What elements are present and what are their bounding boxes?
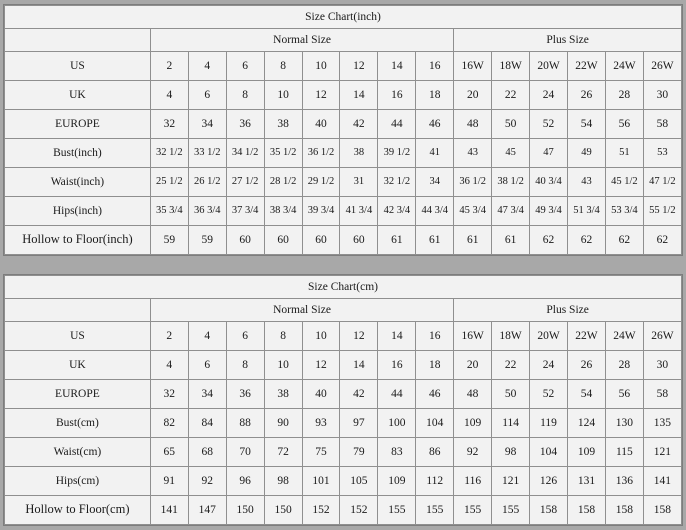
table-row [5, 496, 682, 525]
cell: 60 [264, 226, 302, 255]
cell: 38 3/4 [264, 197, 302, 226]
row-label-us: US [5, 322, 151, 351]
cell: 136 [605, 467, 643, 496]
cell: 59 [150, 226, 188, 255]
cell: 44 [378, 110, 416, 139]
group-header-normal: Normal Size [150, 29, 453, 52]
cell: 92 [454, 438, 492, 467]
cell: 49 3/4 [530, 197, 568, 226]
cell: 109 [378, 467, 416, 496]
cell: 131 [567, 467, 605, 496]
cell: 28 [605, 81, 643, 110]
cell: 25 1/2 [150, 168, 188, 197]
cell: 114 [492, 409, 530, 438]
cell: 84 [188, 409, 226, 438]
group-header-plus: Plus Size [454, 29, 682, 52]
table-row [5, 110, 682, 139]
cell: 86 [416, 438, 454, 467]
cell: 26W [643, 322, 681, 351]
cell: 126 [530, 467, 568, 496]
cell: 130 [605, 409, 643, 438]
table-row-groups [5, 29, 682, 52]
cell: 34 [188, 110, 226, 139]
cell: 18 [416, 351, 454, 380]
cell: 6 [188, 81, 226, 110]
cell: 60 [340, 226, 378, 255]
table-row-title [5, 276, 682, 299]
cell: 8 [226, 351, 264, 380]
row-label-bust: Bust(cm) [5, 409, 151, 438]
cell: 82 [150, 409, 188, 438]
cell: 109 [567, 438, 605, 467]
cell: 158 [530, 496, 568, 525]
cell: 112 [416, 467, 454, 496]
row-label-waist: Waist(cm) [5, 438, 151, 467]
cell: 96 [226, 467, 264, 496]
cell: 24 [530, 81, 568, 110]
cell: 54 [568, 110, 606, 139]
group-header-plus: Plus Size [454, 299, 682, 322]
cell: 16 [416, 322, 454, 351]
cell: 101 [302, 467, 340, 496]
cell: 22 [492, 81, 530, 110]
cell: 158 [567, 496, 605, 525]
table-row-groups [5, 299, 682, 322]
cell: 90 [264, 409, 302, 438]
cell: 116 [454, 467, 492, 496]
cell: 26 1/2 [188, 168, 226, 197]
cell: 48 [454, 110, 492, 139]
cell: 18W [492, 52, 530, 81]
cell: 20W [530, 52, 568, 81]
cell: 72 [264, 438, 302, 467]
cell: 26W [643, 52, 681, 81]
cell: 49 [568, 139, 606, 168]
cell: 41 3/4 [340, 197, 378, 226]
cell: 51 3/4 [568, 197, 606, 226]
cell: 98 [264, 467, 302, 496]
table-row [5, 168, 682, 197]
chart-title: Size Chart(inch) [5, 6, 682, 29]
cell: 40 [302, 110, 340, 139]
row-label-hollow-to-floor: Hollow to Floor(inch) [5, 226, 151, 255]
cell: 60 [302, 226, 340, 255]
size-chart-inch-table [4, 5, 682, 255]
table-row [5, 81, 682, 110]
cell: 46 [416, 380, 454, 409]
cell: 43 [454, 139, 492, 168]
row-label-hips: Hips(inch) [5, 197, 151, 226]
corner-blank-cell [5, 29, 151, 52]
size-chart-cm [3, 274, 683, 526]
cell: 58 [643, 110, 681, 139]
cell: 53 [643, 139, 681, 168]
cell: 155 [378, 496, 416, 525]
cell: 14 [340, 351, 378, 380]
row-label-europe: EUROPE [5, 110, 151, 139]
cell: 26 [568, 81, 606, 110]
cell: 50 [492, 380, 530, 409]
cell: 61 [416, 226, 454, 255]
cell: 22 [492, 351, 530, 380]
cell: 12 [302, 351, 340, 380]
cell: 14 [378, 322, 416, 351]
cell: 4 [150, 81, 188, 110]
cell: 45 3/4 [454, 197, 492, 226]
cell: 45 [492, 139, 530, 168]
cell: 44 3/4 [416, 197, 454, 226]
cell: 47 1/2 [643, 168, 681, 197]
cell: 36 [226, 110, 264, 139]
cell: 4 [150, 351, 188, 380]
cell: 61 [378, 226, 416, 255]
cell: 98 [492, 438, 530, 467]
cell: 35 3/4 [150, 197, 188, 226]
cell: 27 1/2 [226, 168, 264, 197]
cell: 32 [150, 110, 188, 139]
corner-blank-cell [5, 299, 151, 322]
cell: 6 [226, 52, 264, 81]
cell: 34 [416, 168, 454, 197]
cell: 29 1/2 [302, 168, 340, 197]
cell: 38 [264, 380, 302, 409]
cell: 68 [188, 438, 226, 467]
cell: 70 [226, 438, 264, 467]
cell: 41 [416, 139, 454, 168]
cell: 62 [643, 226, 681, 255]
table-row [5, 380, 682, 409]
cell: 12 [340, 322, 378, 351]
cell: 36 1/2 [454, 168, 492, 197]
cell: 92 [188, 467, 226, 496]
cell: 32 [150, 380, 188, 409]
cell: 45 1/2 [605, 168, 643, 197]
cell: 91 [150, 467, 188, 496]
cell: 135 [643, 409, 681, 438]
cell: 35 1/2 [264, 139, 302, 168]
size-chart-cm-table [4, 275, 682, 525]
cell: 18W [492, 322, 530, 351]
row-label-us: US [5, 52, 151, 81]
cell: 93 [302, 409, 340, 438]
cell: 36 3/4 [188, 197, 226, 226]
cell: 88 [226, 409, 264, 438]
row-label-hollow-to-floor: Hollow to Floor(cm) [5, 496, 151, 525]
cell: 104 [530, 438, 568, 467]
cell: 115 [605, 438, 643, 467]
cell: 53 3/4 [605, 197, 643, 226]
cell: 12 [302, 81, 340, 110]
row-label-waist: Waist(inch) [5, 168, 151, 197]
cell: 18 [416, 81, 454, 110]
cell: 62 [530, 226, 568, 255]
cell: 62 [568, 226, 606, 255]
cell: 121 [492, 467, 530, 496]
cell: 40 3/4 [530, 168, 568, 197]
cell: 46 [416, 110, 454, 139]
cell: 50 [492, 110, 530, 139]
cell: 32 1/2 [150, 139, 188, 168]
cell: 2 [150, 52, 188, 81]
row-label-bust: Bust(inch) [5, 139, 151, 168]
cell: 52 [530, 110, 568, 139]
cell: 32 1/2 [378, 168, 416, 197]
table-row [5, 409, 682, 438]
row-label-hips: Hips(cm) [5, 467, 151, 496]
cell: 39 1/2 [378, 139, 416, 168]
cell: 30 [643, 351, 681, 380]
cell: 60 [226, 226, 264, 255]
cell: 65 [150, 438, 188, 467]
table-row [5, 351, 682, 380]
cell: 10 [264, 81, 302, 110]
cell: 124 [567, 409, 605, 438]
cell: 31 [340, 168, 378, 197]
cell: 56 [605, 380, 643, 409]
cell: 24 [530, 351, 568, 380]
group-header-normal: Normal Size [150, 299, 453, 322]
table-row [5, 467, 682, 496]
cell: 22W [568, 52, 606, 81]
cell: 16W [454, 322, 492, 351]
cell: 152 [302, 496, 340, 525]
cell: 147 [188, 496, 226, 525]
cell: 8 [264, 322, 302, 351]
cell: 38 [264, 110, 302, 139]
cell: 4 [188, 322, 226, 351]
cell: 33 1/2 [188, 139, 226, 168]
cell: 42 [340, 380, 378, 409]
cell: 34 1/2 [226, 139, 264, 168]
table-row [5, 226, 682, 255]
cell: 51 [605, 139, 643, 168]
cell: 62 [605, 226, 643, 255]
size-chart-inch [3, 4, 683, 256]
table-row [5, 52, 682, 81]
cell: 8 [226, 81, 264, 110]
table-row-title [5, 6, 682, 29]
cell: 79 [340, 438, 378, 467]
cell: 16 [378, 351, 416, 380]
cell: 36 1/2 [302, 139, 340, 168]
cell: 8 [264, 52, 302, 81]
cell: 36 [226, 380, 264, 409]
cell: 37 3/4 [226, 197, 264, 226]
cell: 16 [378, 81, 416, 110]
cell: 16 [416, 52, 454, 81]
cell: 150 [226, 496, 264, 525]
cell: 6 [188, 351, 226, 380]
cell: 97 [340, 409, 378, 438]
cell: 54 [567, 380, 605, 409]
row-label-europe: EUROPE [5, 380, 151, 409]
cell: 47 [530, 139, 568, 168]
cell: 6 [226, 322, 264, 351]
cell: 28 [605, 351, 643, 380]
cell: 22W [567, 322, 605, 351]
cell: 152 [340, 496, 378, 525]
cell: 158 [643, 496, 681, 525]
cell: 10 [264, 351, 302, 380]
cell: 155 [492, 496, 530, 525]
cell: 39 3/4 [302, 197, 340, 226]
cell: 150 [264, 496, 302, 525]
cell: 105 [340, 467, 378, 496]
cell: 61 [454, 226, 492, 255]
row-label-uk: UK [5, 351, 151, 380]
cell: 20 [454, 81, 492, 110]
cell: 24W [605, 322, 643, 351]
cell: 38 [340, 139, 378, 168]
cell: 141 [643, 467, 681, 496]
cell: 14 [340, 81, 378, 110]
cell: 59 [188, 226, 226, 255]
cell: 42 [340, 110, 378, 139]
cell: 26 [567, 351, 605, 380]
cell: 20W [530, 322, 568, 351]
cell: 24W [605, 52, 643, 81]
cell: 100 [378, 409, 416, 438]
cell: 155 [454, 496, 492, 525]
cell: 75 [302, 438, 340, 467]
cell: 38 1/2 [492, 168, 530, 197]
cell: 43 [568, 168, 606, 197]
cell: 155 [416, 496, 454, 525]
cell: 12 [340, 52, 378, 81]
cell: 121 [643, 438, 681, 467]
cell: 10 [302, 52, 340, 81]
row-label-uk: UK [5, 81, 151, 110]
cell: 61 [492, 226, 530, 255]
cell: 14 [378, 52, 416, 81]
cell: 83 [378, 438, 416, 467]
cell: 58 [643, 380, 681, 409]
cell: 55 1/2 [643, 197, 681, 226]
cell: 10 [302, 322, 340, 351]
table-row [5, 438, 682, 467]
cell: 28 1/2 [264, 168, 302, 197]
cell: 48 [454, 380, 492, 409]
cell: 119 [530, 409, 568, 438]
cell: 104 [416, 409, 454, 438]
cell: 56 [605, 110, 643, 139]
cell: 158 [605, 496, 643, 525]
table-row [5, 322, 682, 351]
cell: 52 [530, 380, 568, 409]
cell: 47 3/4 [492, 197, 530, 226]
cell: 141 [150, 496, 188, 525]
cell: 44 [378, 380, 416, 409]
cell: 34 [188, 380, 226, 409]
cell: 40 [302, 380, 340, 409]
cell: 4 [188, 52, 226, 81]
cell: 109 [454, 409, 492, 438]
table-row [5, 139, 682, 168]
table-row [5, 197, 682, 226]
cell: 2 [150, 322, 188, 351]
cell: 42 3/4 [378, 197, 416, 226]
cell: 30 [643, 81, 681, 110]
chart-title: Size Chart(cm) [5, 276, 682, 299]
cell: 16W [454, 52, 492, 81]
cell: 20 [454, 351, 492, 380]
